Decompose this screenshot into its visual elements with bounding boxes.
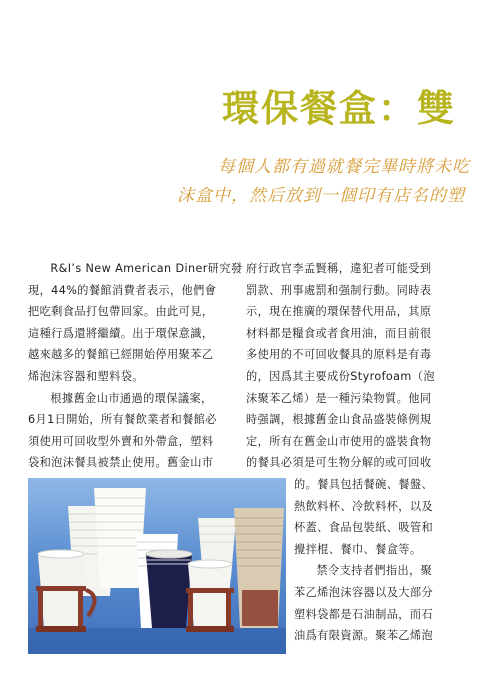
text-line: 須使用可回收型外賣和外帶盒，塑料 (28, 434, 214, 448)
article-headline: 環保餐盒：雙 (222, 86, 456, 130)
right-column (246, 258, 454, 474)
text-line: 的。餐具包括餐碗、餐盤、 (294, 478, 434, 491)
text-line: 烯泡沫容器和塑料袋。 (28, 369, 144, 383)
text-line: 定，所有在舊金山市使用的盛裝食物 (246, 434, 432, 448)
text-line: 杯蓋、食品包裝紙、吸管和 (294, 521, 434, 535)
text-line: 禁令支持者們指出，聚 (316, 564, 433, 578)
cup-with-holder-right (186, 560, 234, 632)
text-line: 根據舊金山市通過的環保議案， (50, 391, 213, 405)
text-line: 材料都是糧食或者食用油，而目前很 (246, 326, 432, 340)
text-line: 熱飲料杯、冷飲料杯，以及 (294, 499, 434, 513)
text-line: 現，44%的餐館消費者表示，他們會 (28, 283, 217, 297)
text-line: 這種行爲還將繼續。出于環保意識， (28, 326, 214, 340)
text-line: 的，因爲其主要成份Styrofoam（泡 (246, 369, 435, 383)
text-line: 多使用的不可回收餐具的原料是有毒 (246, 348, 432, 362)
text-line: 攪拌棍、餐巾、餐盒等。 (294, 542, 422, 556)
text-line: 示，現在推廣的環保替代用品，其原 (246, 305, 432, 319)
cup-stack-beige (234, 508, 284, 628)
text-line: 油爲有限資源。聚苯乙烯泡 (294, 629, 434, 643)
text-line: 袋和泡沫餐具被禁止使用。舊金山市 (28, 456, 214, 470)
text-line: 沫聚苯乙烯）是一種污染物質。他同 (246, 391, 432, 405)
subheadline-line-1: 每個人都有過就餐完畢時將未吃 (218, 157, 470, 177)
text-line: 塑料袋都是石油制品，而石 (294, 607, 434, 621)
subheadline-line-2: 沫盒中，然后放到一個印有店名的塑 (177, 186, 465, 206)
text-line: 6月1日開始，所有餐飲業者和餐館必 (28, 413, 217, 427)
left-column (28, 258, 243, 474)
cups-photo (28, 478, 286, 654)
text-line: R&I’s New American Diner研究發 (50, 262, 243, 275)
text-line: 府行政官李孟賢稱，違犯者可能受到 (246, 262, 432, 275)
cups-illustration (28, 478, 286, 654)
wrap-column (294, 474, 454, 647)
text-line: 苯乙烯泡沫容器以及大部分 (294, 585, 434, 599)
cup-navy (146, 550, 192, 628)
text-line: 的餐具必須是可生物分解的或可回收 (246, 456, 432, 470)
text-line: 罰款、刑事處罰和强制行動。同時表 (246, 283, 432, 297)
text-line: 越來越多的餐館已經開始停用聚苯乙 (28, 348, 214, 362)
text-line: 把吃剩食品打包帶回家。由此可見， (28, 305, 214, 319)
text-line: 時强調，根據舊金山食品盛裝條例規 (246, 413, 432, 427)
